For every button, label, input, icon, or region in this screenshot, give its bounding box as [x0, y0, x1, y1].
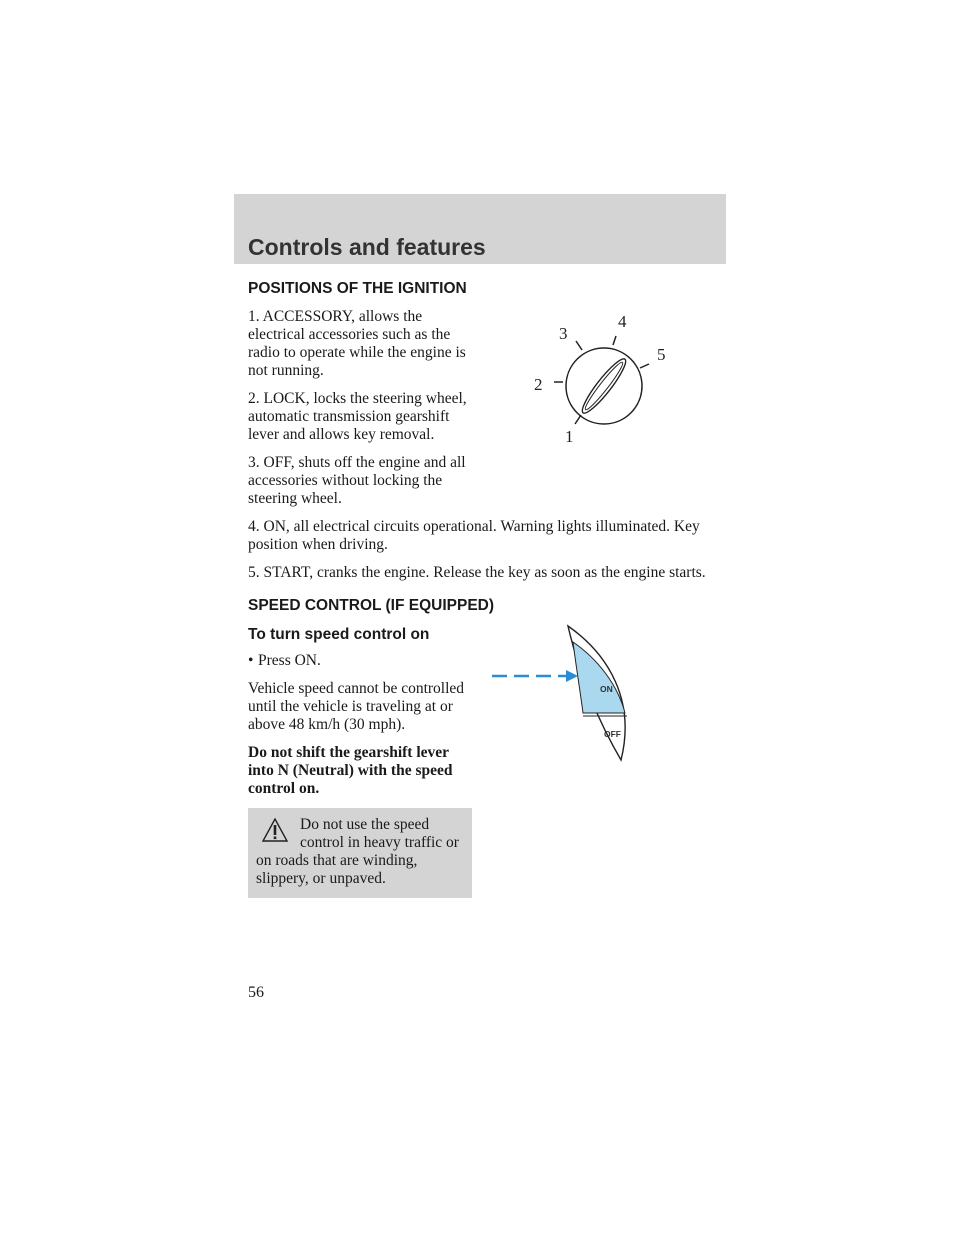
- label-5: 5: [657, 345, 666, 364]
- on-button: [573, 642, 625, 713]
- ignition-item-3: 3. OFF, shuts off the engine and all accessories without locking the steering wheel.: [248, 454, 466, 507]
- gearshift-note: Do not shift the gearshift lever into N (Neutral) with the speed control on.: [248, 744, 453, 797]
- ignition-item-5: 5. START, cranks the engine. Release the key as soon as the engine starts.: [248, 564, 706, 581]
- ignition-item-4: 4. ON, all electrical circuits operational. Warning lights illuminated. Key position when driving.: [248, 518, 700, 553]
- speed-control-heading: SPEED CONTROL (IF EQUIPPED): [248, 597, 495, 614]
- pointer-arrow-head: [566, 670, 578, 682]
- ignition-diagram: [500, 300, 700, 460]
- label-3: 3: [559, 324, 568, 343]
- speed-control-subheading: To turn speed control on: [248, 626, 430, 643]
- warning-box: [248, 808, 472, 898]
- tick-1: [575, 415, 581, 424]
- on-label: ON: [600, 684, 613, 694]
- warning-text-first: Do not use the speed control in heavy traffic or: [300, 816, 459, 851]
- bullet-dot: •: [248, 652, 254, 669]
- tick-4: [613, 336, 616, 345]
- off-label: OFF: [604, 729, 621, 739]
- section-title: Controls and features: [248, 234, 486, 260]
- warning-text-rest: on roads that are winding, slippery, or unpaved.: [256, 852, 418, 887]
- label-2: 2: [534, 375, 543, 394]
- ignition-cylinder: [566, 348, 642, 424]
- tick-5: [640, 364, 649, 368]
- ignition-heading: POSITIONS OF THE IGNITION: [248, 280, 467, 297]
- speed-control-diagram: [488, 618, 648, 768]
- speed-paragraph: Vehicle speed cannot be controlled until the vehicle is traveling at or above 48 km/h (30 mph).: [248, 680, 465, 733]
- ignition-item-2: 2. LOCK, locks the steering wheel, automatic transmission gearshift lever and allows key removal.: [248, 390, 467, 443]
- page-number: 56: [248, 984, 264, 1001]
- warning-triangle-icon: [262, 818, 288, 842]
- label-4: 4: [618, 312, 627, 331]
- tick-3: [576, 341, 582, 350]
- ignition-item-1: 1. ACCESSORY, allows the electrical accessories such as the radio to operate while the engine is not running.: [248, 308, 466, 379]
- bullet-text: Press ON.: [258, 652, 321, 669]
- label-1: 1: [565, 427, 574, 446]
